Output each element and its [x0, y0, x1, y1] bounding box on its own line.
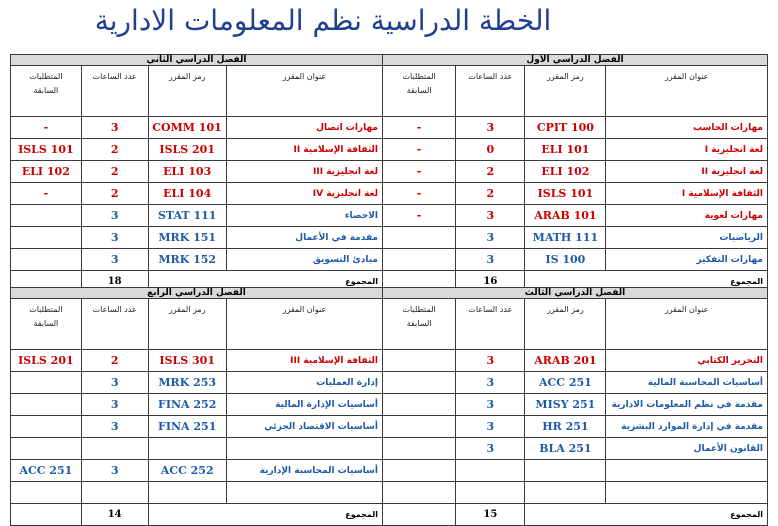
course-hours: 3: [456, 416, 525, 438]
course-code: ELI 101: [525, 139, 606, 161]
col-name-header: عنوان المقرر: [606, 299, 768, 350]
course-code: ISLS 201: [148, 139, 226, 161]
total-label: المجموع: [148, 271, 382, 293]
course-hours: 2: [81, 183, 148, 205]
course-name: مهارات الحاسب: [606, 117, 768, 139]
course-prereq: -: [383, 117, 456, 139]
total-hours: 15: [456, 504, 525, 526]
course-row: [383, 183, 768, 205]
course-hours: 3: [81, 394, 148, 416]
course-code: STAT 111: [148, 205, 226, 227]
course-row: [383, 139, 768, 161]
course-name: أساسيات المحاسبة المالية: [606, 372, 768, 394]
col-code-header: رمز المقرر: [148, 66, 226, 117]
course-prereq: [383, 249, 456, 271]
course-row: [383, 394, 768, 416]
empty-row: [383, 482, 768, 504]
col-prereq-header: [11, 299, 82, 350]
course-name: مهارات لغوية: [606, 205, 768, 227]
course-code: ACC 252: [148, 460, 226, 482]
course-row: [383, 460, 768, 482]
course-code: BLA 251: [525, 438, 606, 460]
course-hours: 2: [81, 350, 148, 372]
course-hours: 3: [456, 117, 525, 139]
course-name: الثقافة الإسلامية II: [226, 139, 382, 161]
course-row: [11, 117, 383, 139]
course-name: إدارة العمليات: [226, 372, 382, 394]
course-row: [383, 227, 768, 249]
course-row: [383, 117, 768, 139]
course-name: لغة انجليزية III: [226, 161, 382, 183]
course-hours: 3: [456, 205, 525, 227]
course-prereq: [383, 372, 456, 394]
course-row: [383, 438, 768, 460]
course-name: لغة انجليزية IV: [226, 183, 382, 205]
total-prereq-cell: [383, 504, 456, 526]
course-name: الثقافة الإسلامية III: [226, 350, 382, 372]
col-code-header: رمز المقرر: [525, 299, 606, 350]
semester-header: الفصل الدراسي الأول: [383, 55, 768, 66]
prereq-header-line2: السابقة: [33, 319, 59, 328]
course-row: [11, 139, 383, 161]
course-prereq: [383, 416, 456, 438]
course-row: [11, 350, 383, 372]
course-name: لغة انجليزية II: [606, 161, 768, 183]
course-row: [11, 249, 383, 271]
course-prereq: -: [11, 117, 82, 139]
course-hours: 2: [456, 161, 525, 183]
course-prereq: [11, 416, 82, 438]
course-code: IS 100: [525, 249, 606, 271]
col-name-header: عنوان المقرر: [226, 299, 382, 350]
course-code: ISLS 101: [525, 183, 606, 205]
col-prereq-header: [11, 66, 82, 117]
course-name: [606, 460, 768, 482]
course-hours: 3: [81, 372, 148, 394]
course-row: [11, 227, 383, 249]
course-row: [11, 183, 383, 205]
course-prereq: ACC 251: [11, 460, 82, 482]
course-code: [525, 460, 606, 482]
page-title: الخطة الدراسية نظم المعلومات الادارية: [94, 4, 552, 37]
course-code: CPIT 100: [525, 117, 606, 139]
course-prereq: [383, 394, 456, 416]
course-prereq: -: [383, 183, 456, 205]
course-row: [11, 372, 383, 394]
course-name: مهارات التفكير: [606, 249, 768, 271]
course-name: مقدمة في الأعمال: [226, 227, 382, 249]
course-code: ELI 104: [148, 183, 226, 205]
course-hours: 3: [81, 416, 148, 438]
course-name: مقدمة في نظم المعلومات الادارية: [606, 394, 768, 416]
col-hours-header: عدد الساعات: [456, 299, 525, 350]
prereq-header-line1: المتطلبات: [29, 72, 63, 81]
course-row: [383, 205, 768, 227]
course-code: FINA 252: [148, 394, 226, 416]
semester-table-1: [382, 54, 768, 293]
course-name: القانون الأعمال: [606, 438, 768, 460]
prereq-header-line2: السابقة: [406, 319, 432, 328]
course-code: HR 251: [525, 416, 606, 438]
semester-table-3: [382, 287, 768, 526]
col-name-header: عنوان المقرر: [606, 66, 768, 117]
course-code: MATH 111: [525, 227, 606, 249]
col-code-header: رمز المقرر: [148, 299, 226, 350]
course-row: [11, 394, 383, 416]
col-prereq-header: [383, 299, 456, 350]
course-hours: 3: [81, 249, 148, 271]
course-row: [11, 416, 383, 438]
col-name-header: عنوان المقرر: [226, 66, 382, 117]
course-name: مهارات اتصال: [226, 117, 382, 139]
semester-table-4: [10, 287, 383, 526]
course-prereq: ISLS 101: [11, 139, 82, 161]
course-hours: 3: [81, 460, 148, 482]
course-hours: 3: [456, 438, 525, 460]
course-prereq: -: [383, 205, 456, 227]
course-name: أساسيات المحاسبة الإدارية: [226, 460, 382, 482]
course-code: ACC 251: [525, 372, 606, 394]
course-name: مقدمة في إدارة الموارد البشرية: [606, 416, 768, 438]
course-prereq: [11, 227, 82, 249]
course-prereq: [11, 205, 82, 227]
prereq-header-line2: السابقة: [406, 86, 432, 95]
course-row: [383, 161, 768, 183]
course-prereq: [11, 438, 82, 460]
total-label: المجموع: [525, 271, 768, 293]
course-row: [11, 161, 383, 183]
course-name: مبادئ التسويق: [226, 249, 382, 271]
prereq-header-line2: السابقة: [33, 86, 59, 95]
total-hours: 14: [81, 504, 148, 526]
total-label: المجموع: [525, 504, 768, 526]
semester-header: الفصل الدراسي الثاني: [11, 55, 383, 66]
course-prereq: -: [11, 183, 82, 205]
course-hours: 2: [81, 161, 148, 183]
course-prereq: -: [383, 139, 456, 161]
course-code: COMM 101: [148, 117, 226, 139]
course-prereq: [11, 249, 82, 271]
total-row: [383, 504, 768, 526]
course-hours: 3: [456, 372, 525, 394]
semester-header: الفصل الدراسي الرابع: [11, 288, 383, 299]
col-hours-header: عدد الساعات: [81, 299, 148, 350]
course-hours: 0: [456, 139, 525, 161]
course-name: الرياضيات: [606, 227, 768, 249]
course-code: FINA 251: [148, 416, 226, 438]
course-hours: [456, 460, 525, 482]
course-hours: 3: [81, 227, 148, 249]
course-name: التحرير الكتابي: [606, 350, 768, 372]
total-hours: 16: [456, 271, 525, 293]
prereq-header-line1: المتطلبات: [402, 72, 436, 81]
course-hours: 3: [456, 350, 525, 372]
course-prereq: -: [383, 161, 456, 183]
col-hours-header: عدد الساعات: [81, 66, 148, 117]
course-code: MISY 251: [525, 394, 606, 416]
course-hours: 3: [456, 394, 525, 416]
course-prereq: [11, 372, 82, 394]
course-code: ARAB 201: [525, 350, 606, 372]
semester-header: الفصل الدراسي الثالث: [383, 288, 768, 299]
course-name: الثقافة الإسلامية I: [606, 183, 768, 205]
course-hours: 3: [456, 227, 525, 249]
course-hours: 3: [456, 249, 525, 271]
col-hours-header: عدد الساعات: [456, 66, 525, 117]
course-row: [383, 372, 768, 394]
course-hours: 3: [81, 205, 148, 227]
total-hours: 18: [81, 271, 148, 293]
course-code: ELI 103: [148, 161, 226, 183]
course-prereq: [383, 438, 456, 460]
course-code: MRK 152: [148, 249, 226, 271]
course-prereq: ELI 102: [11, 161, 82, 183]
course-row: [383, 416, 768, 438]
course-row: [383, 249, 768, 271]
total-label: المجموع: [148, 504, 382, 526]
total-row: [11, 504, 383, 526]
course-code: ARAB 101: [525, 205, 606, 227]
empty-row: [11, 482, 383, 504]
prereq-header-line1: المتطلبات: [29, 305, 63, 314]
course-code: [148, 438, 226, 460]
course-row: [11, 438, 383, 460]
course-prereq: [11, 394, 82, 416]
col-prereq-header: [383, 66, 456, 117]
course-code: ISLS 301: [148, 350, 226, 372]
course-prereq: [383, 350, 456, 372]
course-name: لغة انجليزية I: [606, 139, 768, 161]
course-prereq: [383, 227, 456, 249]
course-prereq: [383, 460, 456, 482]
course-row: [11, 205, 383, 227]
col-code-header: رمز المقرر: [525, 66, 606, 117]
course-prereq: ISLS 201: [11, 350, 82, 372]
course-name: الاحصاء: [226, 205, 382, 227]
course-hours: 2: [81, 139, 148, 161]
course-row: [11, 460, 383, 482]
course-name: أساسيات الاقتصاد الجزئي: [226, 416, 382, 438]
semester-table-2: [10, 54, 383, 293]
course-code: MRK 253: [148, 372, 226, 394]
course-name: أساسيات الإدارة المالية: [226, 394, 382, 416]
course-code: ELI 102: [525, 161, 606, 183]
course-code: MRK 151: [148, 227, 226, 249]
total-prereq-cell: [11, 504, 82, 526]
prereq-header-line1: المتطلبات: [402, 305, 436, 314]
course-hours: 2: [456, 183, 525, 205]
course-name: [226, 438, 382, 460]
course-hours: [81, 438, 148, 460]
course-row: [383, 350, 768, 372]
course-hours: 3: [81, 117, 148, 139]
